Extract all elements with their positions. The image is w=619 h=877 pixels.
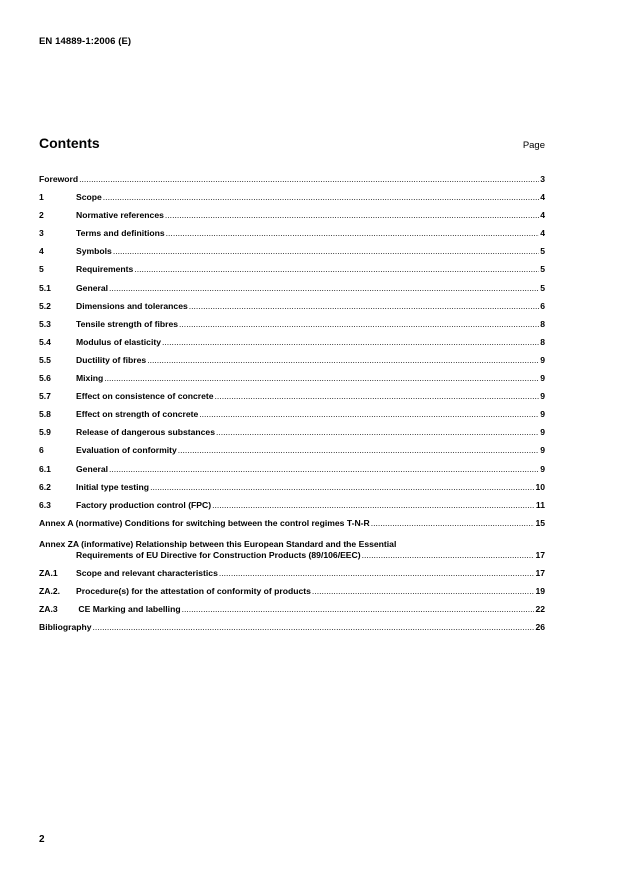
contents-heading: Contents xyxy=(39,135,100,151)
toc-entry-page: 9 xyxy=(540,445,545,456)
toc-leader-dots xyxy=(150,482,534,493)
toc-entry-number: 5.4 xyxy=(39,336,51,347)
toc-entry[interactable] xyxy=(39,373,545,391)
toc-entry[interactable] xyxy=(39,445,545,463)
toc-entry-title: Normative references xyxy=(76,210,164,221)
toc-entry-title: Dimensions and tolerances xyxy=(76,300,188,311)
toc-entry-number: 5.6 xyxy=(39,373,51,384)
toc-entry[interactable] xyxy=(39,482,545,500)
toc-entry[interactable] xyxy=(39,500,545,518)
toc-entry-page: 5 xyxy=(540,264,545,275)
toc-entry[interactable] xyxy=(39,192,545,210)
toc-entry-title: Modulus of elasticity xyxy=(76,336,161,347)
toc-entry-title-line1: Annex ZA (informative) Relationship between this European Standard and the Essential xyxy=(39,538,397,549)
toc-entry-page: 9 xyxy=(540,463,545,474)
toc-entry[interactable] xyxy=(39,355,545,373)
toc-entry-title: Release of dangerous substances xyxy=(76,427,215,438)
toc-entry-number: 5.5 xyxy=(39,354,51,365)
toc-entry-page: 8 xyxy=(540,336,545,347)
toc-entry-title: Evaluation of conformity xyxy=(76,445,177,456)
toc-entry[interactable] xyxy=(39,301,545,319)
page-number: 2 xyxy=(39,834,45,845)
toc-entry[interactable] xyxy=(39,283,545,301)
table-of-contents xyxy=(39,174,545,640)
toc-leader-dots xyxy=(219,568,535,579)
toc-leader-dots xyxy=(147,355,539,366)
toc-leader-dots xyxy=(104,373,539,384)
toc-entry[interactable] xyxy=(39,409,545,427)
toc-leader-dots xyxy=(109,283,539,294)
toc-entry-number: 5.8 xyxy=(39,409,51,420)
toc-entry-title: CE Marking and labelling xyxy=(76,604,181,615)
toc-entry-page: 17 xyxy=(535,549,545,560)
toc-leader-dots xyxy=(179,319,539,330)
toc-entry-page: 10 xyxy=(535,481,545,492)
toc-entry[interactable] xyxy=(39,228,545,246)
toc-entry-title: Mixing xyxy=(76,373,104,384)
toc-entry-page: 9 xyxy=(540,409,545,420)
toc-leader-dots xyxy=(216,427,539,438)
toc-entry-title: Foreword xyxy=(39,174,79,184)
toc-entry-page: 26 xyxy=(535,622,545,633)
toc-entry-title: Ductility of fibres xyxy=(76,354,147,365)
toc-leader-dots xyxy=(215,391,540,402)
toc-entry-number: 6.1 xyxy=(39,463,51,474)
toc-entry-page: 4 xyxy=(540,192,545,203)
toc-entry-title: General xyxy=(76,282,109,293)
toc-leader-dots xyxy=(166,228,540,239)
toc-annex-a[interactable] xyxy=(39,518,545,536)
toc-leader-dots xyxy=(134,264,539,275)
toc-entry-title: Initial type testing xyxy=(76,481,150,492)
toc-entry-number: 5.3 xyxy=(39,318,51,329)
toc-entry-title: Procedure(s) for the attestation of conformity of products xyxy=(76,585,311,596)
toc-entry-number: 5.9 xyxy=(39,427,51,438)
toc-entry-number: ZA.1 xyxy=(39,567,58,578)
toc-entry-number: ZA.3 xyxy=(39,604,58,615)
toc-leader-dots xyxy=(182,604,535,615)
toc-leader-dots xyxy=(178,445,539,456)
toc-entry-number: 2 xyxy=(39,210,44,221)
toc-leader-dots xyxy=(165,210,539,221)
toc-entry-number: 6.2 xyxy=(39,481,51,492)
toc-entry-number: 1 xyxy=(39,192,44,203)
toc-entry-page: 5 xyxy=(540,282,545,293)
toc-entry-page: 19 xyxy=(535,585,545,596)
toc-entry-page: 3 xyxy=(540,174,545,184)
toc-entry[interactable] xyxy=(39,568,545,586)
toc-entry-page: 5 xyxy=(540,246,545,257)
toc-entry-number: 5.1 xyxy=(39,282,51,293)
toc-entry-title: Terms and definitions xyxy=(76,228,165,239)
toc-entry-title: Scope xyxy=(76,192,102,203)
toc-entry-title: Effect on consistence of concrete xyxy=(76,391,214,402)
toc-leader-dots xyxy=(109,464,539,475)
toc-leader-dots xyxy=(162,337,539,348)
toc-entry-page: 6 xyxy=(540,300,545,311)
toc-entry-page: 9 xyxy=(540,391,545,402)
toc-leader-dots xyxy=(79,174,539,185)
toc-annex-za[interactable] xyxy=(39,536,545,568)
toc-entry-page: 4 xyxy=(540,210,545,221)
toc-leader-dots xyxy=(371,518,535,529)
toc-leader-dots xyxy=(103,192,539,203)
toc-entry[interactable] xyxy=(39,264,545,282)
toc-leader-dots xyxy=(212,500,535,511)
toc-leader-dots xyxy=(113,246,539,257)
toc-entry-page: 9 xyxy=(540,373,545,384)
toc-entry-number: 5.2 xyxy=(39,300,51,311)
page-column-label: Page xyxy=(522,140,545,151)
toc-entry[interactable] xyxy=(39,604,545,622)
toc-entry-page: 15 xyxy=(535,517,545,528)
toc-entry-number: 6.3 xyxy=(39,499,51,510)
toc-entry-page: 11 xyxy=(535,499,545,510)
toc-leader-dots xyxy=(199,409,539,420)
toc-entry-page: 8 xyxy=(540,318,545,329)
toc-entry[interactable] xyxy=(39,586,545,604)
toc-entry-title: Scope and relevant characteristics xyxy=(76,567,218,578)
toc-entry-number: 3 xyxy=(39,228,44,239)
toc-entry[interactable] xyxy=(39,427,545,445)
toc-entry-number: 6 xyxy=(39,445,44,456)
toc-entry[interactable] xyxy=(39,337,545,355)
toc-leader-dots xyxy=(189,301,539,312)
toc-entry-number: 5.7 xyxy=(39,391,51,402)
toc-bibliography[interactable] xyxy=(39,622,545,640)
toc-entry[interactable] xyxy=(39,174,545,192)
toc-entry[interactable] xyxy=(39,391,545,409)
toc-entry[interactable] xyxy=(39,464,545,482)
toc-entry[interactable] xyxy=(39,319,545,337)
toc-entry-title: Annex A (normative) Conditions for switching between the control regimes T-N-R xyxy=(39,517,370,528)
toc-entry-number: 5 xyxy=(39,264,44,275)
toc-entry-number: ZA.2. xyxy=(39,585,61,596)
toc-entry-page: 17 xyxy=(535,567,545,578)
toc-entry-title: Bibliography xyxy=(39,622,92,633)
toc-leader-dots xyxy=(93,622,535,633)
toc-entry[interactable] xyxy=(39,210,545,228)
toc-entry-page: 4 xyxy=(540,228,545,239)
toc-entry-title: Factory production control (FPC) xyxy=(76,499,212,510)
toc-entry-title: Symbols xyxy=(76,246,112,257)
document-id: EN 14889-1:2006 (E) xyxy=(39,36,132,47)
toc-entry[interactable] xyxy=(39,246,545,264)
toc-leader-dots xyxy=(312,586,535,597)
toc-entry-title: Requirements xyxy=(76,264,134,275)
toc-entry-page: 22 xyxy=(535,604,545,615)
toc-entry-title: Tensile strength of fibres xyxy=(76,318,179,329)
toc-entry-title-line2: Requirements of EU Directive for Construction Products (89/106/EEC) xyxy=(76,549,361,560)
toc-entry-number: 4 xyxy=(39,246,44,257)
toc-entry-title: General xyxy=(76,463,109,474)
toc-entry-title: Effect on strength of concrete xyxy=(76,409,199,420)
toc-entry-page: 9 xyxy=(540,427,545,438)
toc-entry-page: 9 xyxy=(540,354,545,365)
toc-leader-dots xyxy=(362,550,535,561)
